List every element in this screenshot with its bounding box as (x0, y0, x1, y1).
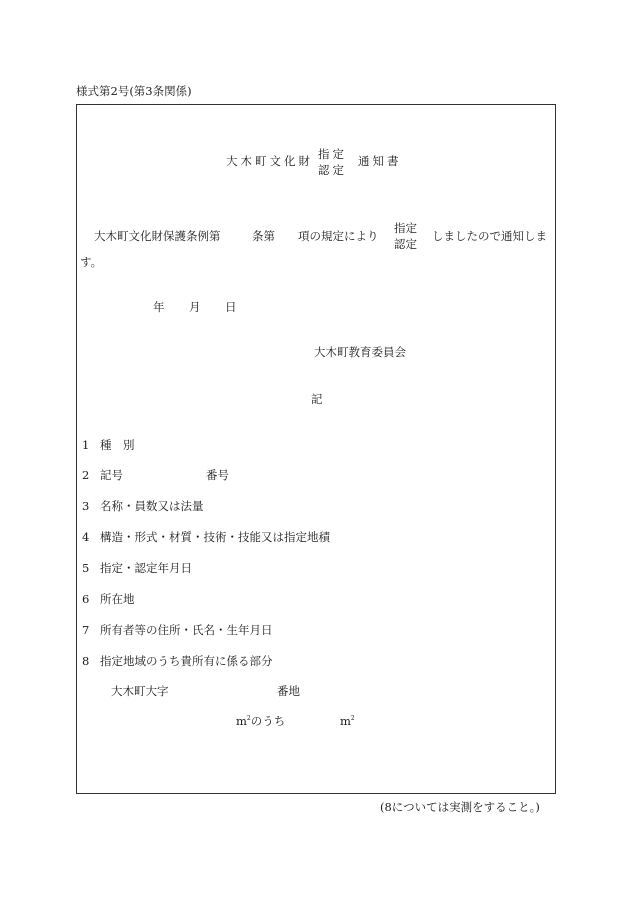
body-text-part2: 条第 (252, 229, 275, 243)
ki-heading: 記 (311, 392, 323, 406)
area-unit-2: m (340, 714, 351, 728)
area-exp-2: 2 (350, 715, 355, 723)
item-7-label: 所有者等の住所・氏名・生年月日 (100, 623, 273, 637)
date-year: 年 (153, 300, 165, 314)
item-2-number: 2 (82, 468, 90, 482)
title-choice (318, 146, 347, 178)
form-label: 様式第2号(第3条関係) (76, 84, 192, 98)
title-choice-certify: 認定 (318, 163, 347, 177)
item-6-number: 6 (82, 592, 90, 606)
area-text: のうち (250, 714, 286, 728)
address-banchi: 番地 (277, 684, 300, 698)
item-5-label: 指定・認定年月日 (100, 561, 192, 575)
title-suffix: 通知書 (358, 154, 402, 168)
body-choice-certify: 認定 (394, 237, 417, 251)
area-line-2 (340, 716, 355, 728)
item-3-number: 3 (82, 499, 90, 513)
item-2-extra: 番号 (206, 468, 229, 482)
item-1-label: 種 別 (100, 438, 135, 452)
issuer: 大木町教育委員会 (314, 345, 406, 359)
body-choice-designate: 指定 (394, 221, 417, 235)
body-choice (394, 220, 417, 252)
item-7-number: 7 (82, 623, 90, 637)
item-5-number: 5 (82, 561, 90, 575)
body-text-part3: 項の規定により (298, 229, 379, 243)
address-place: 大木町大字 (111, 684, 169, 698)
item-3-label: 名称・員数又は法量 (100, 499, 204, 513)
body-text-continuation: す。 (80, 255, 103, 269)
item-1-number: 1 (82, 438, 90, 452)
area-exp-1: 2 (246, 715, 251, 723)
area-unit-1: m (236, 714, 247, 728)
item-6-label: 所在地 (100, 592, 135, 606)
body-text-part4: しましたので通知しま (432, 229, 547, 243)
body-text-part1: 大木町文化財保護条例第 (94, 229, 221, 243)
date-month: 月 (189, 300, 201, 314)
item-2-label: 記号 (100, 468, 123, 482)
date-day: 日 (225, 300, 237, 314)
title-choice-designate: 指定 (318, 147, 347, 161)
title-main: 大木町文化財 (226, 154, 313, 168)
item-4-label: 構造・形式・材質・技術・技能又は指定地積 (100, 530, 330, 544)
footnote: (8については実測をすること。) (380, 800, 540, 814)
item-8-number: 8 (82, 654, 90, 668)
item-4-number: 4 (82, 530, 90, 544)
item-8-label: 指定地域のうち貴所有に係る部分 (100, 654, 273, 668)
area-line-1 (236, 716, 285, 728)
